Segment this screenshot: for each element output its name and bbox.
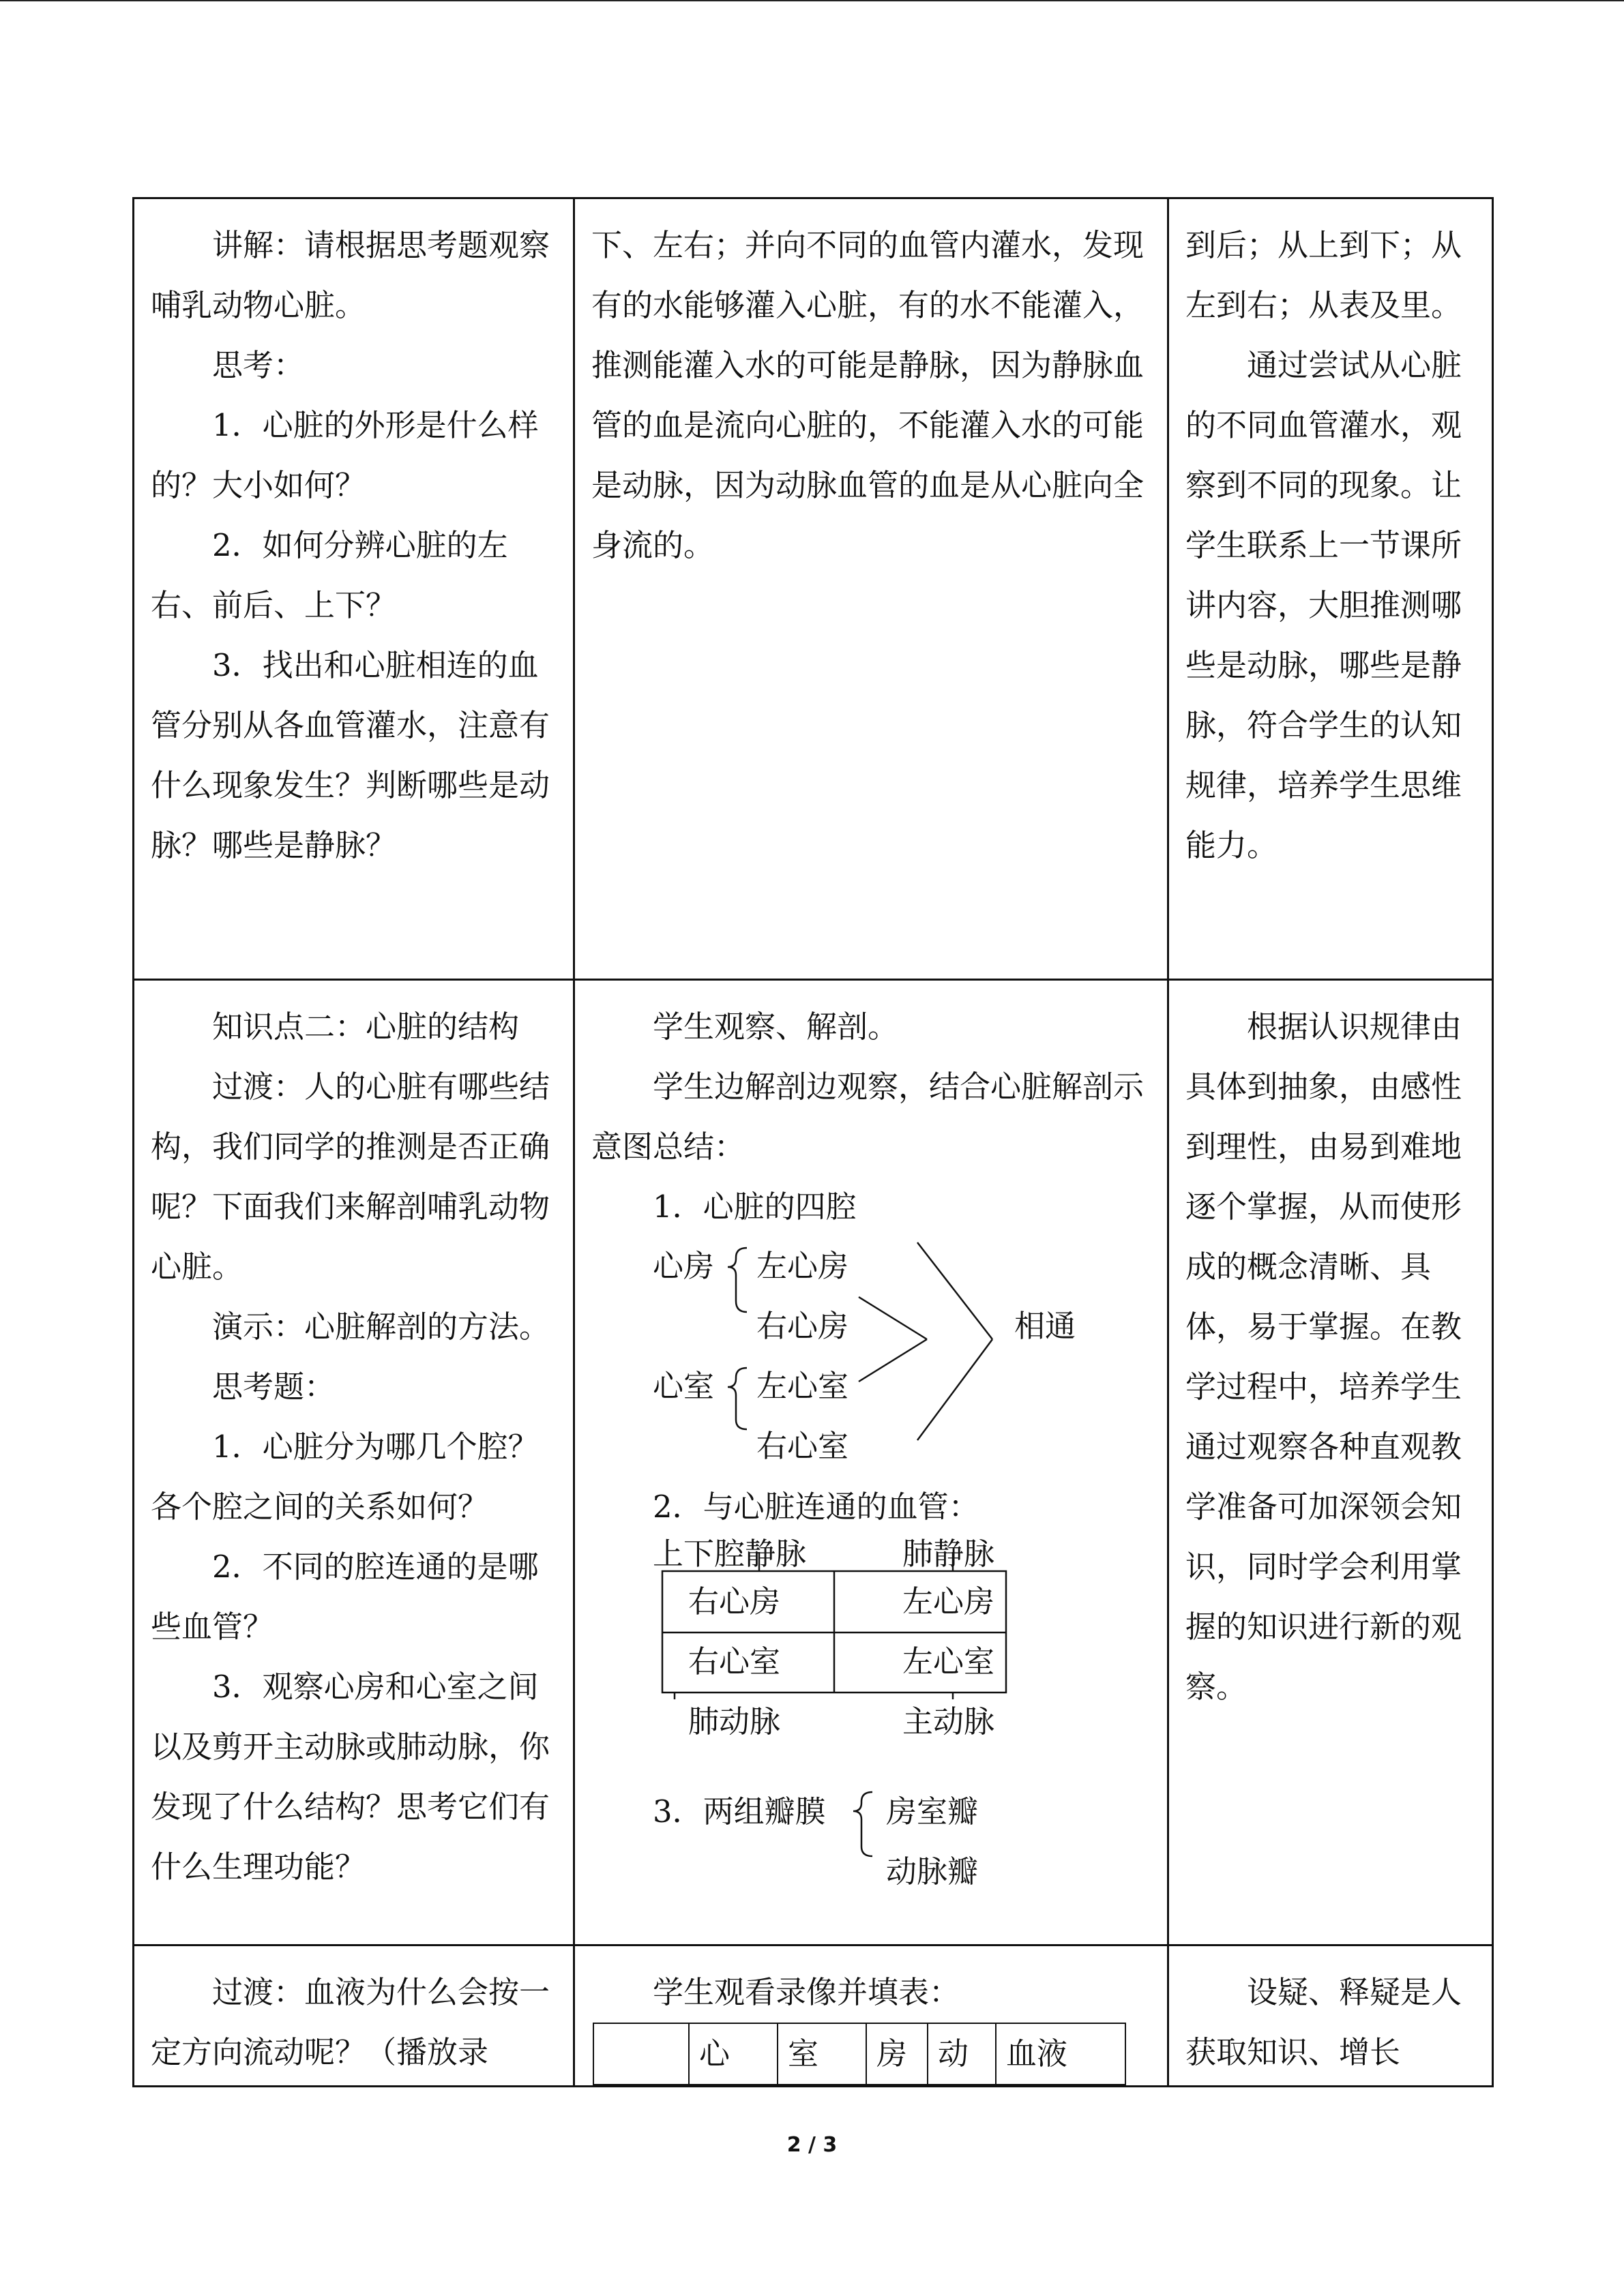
student-activity-cell <box>574 1945 1168 2087</box>
heart-vessels-diagram <box>591 1537 1153 1788</box>
label-right-ventricle: 右心室 <box>756 1428 849 1464</box>
vessel-lines <box>591 1537 1151 1788</box>
paragraph: 讲解：请根据思考题观察哺乳动物心脏。 <box>151 227 550 323</box>
paragraph: 学生边解剖边观察，结合心脏解剖示意图总结： <box>591 1069 1145 1165</box>
paragraph: 知识点二：心脏的结构 <box>212 1009 520 1045</box>
page-number: 2 / 3 <box>786 2133 838 2157</box>
student-activity-cell <box>574 198 1168 980</box>
paragraph: 思考题： <box>212 1369 336 1405</box>
paragraph: 2．如何分辨心脏的左右、前后、上下？ <box>151 527 508 623</box>
label-right-atrium: 右心房 <box>688 1583 781 1620</box>
page-top-border <box>0 0 1624 1</box>
heart-chambers-diagram <box>591 1237 1153 1477</box>
fill-in-table <box>593 2023 1126 2085</box>
paragraph: 学生观察、解剖。 <box>653 1009 899 1045</box>
heart-valves-diagram <box>591 1788 1153 1909</box>
label-atrium: 心房 <box>653 1248 715 1284</box>
lesson-plan-table <box>132 197 1494 2087</box>
table-header-cell: 室 <box>778 2023 866 2085</box>
label-aorta: 主动脉 <box>902 1703 995 1740</box>
label-left-atrium: 左心房 <box>902 1583 995 1620</box>
table-row <box>134 1945 1493 2087</box>
design-intent-cell <box>1168 1945 1493 2087</box>
label-ventricle: 心室 <box>653 1368 715 1404</box>
teacher-activity-cell <box>134 980 574 1945</box>
label-connect: 相通 <box>1014 1308 1076 1344</box>
teacher-activity-cell <box>134 198 574 980</box>
paragraph: 下、左右；并向不同的血管内灌水，发现有的水能够灌入心脏，有的水不能灌入，推测能灌入水的可能是静脉，因为静脉血管的血是流向心脏的，不能灌入水的可能是动脉，因为动脉血管的血是从心脏向全身流的。 <box>591 227 1145 563</box>
paragraph: 过渡：血液为什么会按一定方向流动呢？（播放录 <box>151 1974 550 2070</box>
label-semilunar-valve: 动脉瓣 <box>886 1853 979 1890</box>
student-activity-cell <box>574 980 1168 1945</box>
paragraph: 2．不同的腔连通的是哪些血管？ <box>151 1549 539 1645</box>
table-header-cell <box>593 2023 689 2085</box>
table-row <box>134 980 1493 1945</box>
section-title: 2．与心脏连通的血管： <box>653 1489 979 1525</box>
teacher-activity-cell <box>134 1945 574 2087</box>
paragraph: 演示：心脏解剖的方法。 <box>212 1309 550 1345</box>
label-left-ventricle: 左心室 <box>902 1643 995 1680</box>
table-header-cell: 房 <box>866 2023 928 2085</box>
paragraph: 思考： <box>212 347 305 383</box>
section-title: 3．两组瓣膜 <box>653 1793 826 1830</box>
label-left-ventricle: 左心室 <box>756 1368 849 1404</box>
table-header-cell: 心 <box>689 2023 778 2085</box>
table-header-cell: 血液 <box>996 2023 1125 2085</box>
label-left-atrium: 左心房 <box>756 1248 849 1284</box>
table-header-row <box>593 2023 1125 2085</box>
paragraph: 设疑、释疑是人获取知识、增长 <box>1185 1974 1462 2070</box>
table-row <box>134 198 1493 980</box>
paragraph: 1．心脏分为哪几个腔？各个腔之间的关系如何？ <box>151 1429 539 1525</box>
paragraph: 到后；从上到下；从左到右；从表及里。 <box>1185 227 1462 323</box>
paragraph: 学生观看录像并填表： <box>653 1974 960 2010</box>
label-av-valve: 房室瓣 <box>886 1793 979 1830</box>
paragraph: 1．心脏的外形是什么样的？大小如何？ <box>151 407 539 503</box>
table-header-cell: 动 <box>928 2023 996 2085</box>
section-title: 1．心脏的四腔 <box>653 1189 857 1225</box>
paragraph: 3．找出和心脏相连的血管分别从各血管灌水，注意有什么现象发生？判断哪些是动脉？哪些是静脉？ <box>151 647 550 863</box>
label-vena-cava: 上下腔静脉 <box>653 1536 807 1572</box>
paragraph: 根据认识规律由具体到抽象，由感性到理性，由易到难地逐个掌握，从而使形成的概念清晰、具体，易于掌握。在教学过程中，培养学生通过观察各种直观教学准备可加深领会知识，同时学会利用掌握的知识进行新的观察。 <box>1185 1009 1462 1705</box>
paragraph: 通过尝试从心脏的不同血管灌水，观察到不同的现象。让学生联系上一节课所讲内容，大胆推测哪些是动脉，哪些是静脉，符合学生的认知规律，培养学生思维能力。 <box>1185 347 1462 863</box>
design-intent-cell <box>1168 980 1493 1945</box>
paragraph: 过渡：人的心脏有哪些结构，我们同学的推测是否正确呢？下面我们来解剖哺乳动物心脏。 <box>151 1069 550 1285</box>
label-pulmonary-vein: 肺静脉 <box>902 1536 995 1572</box>
label-pulmonary-artery: 肺动脉 <box>688 1703 781 1740</box>
label-right-atrium: 右心房 <box>756 1308 849 1344</box>
label-right-ventricle: 右心室 <box>688 1643 781 1680</box>
design-intent-cell <box>1168 198 1493 980</box>
paragraph: 3．观察心房和心室之间以及剪开主动脉或肺动脉，你发现了什么结构？思考它们有什么生理功能？ <box>151 1669 550 1885</box>
